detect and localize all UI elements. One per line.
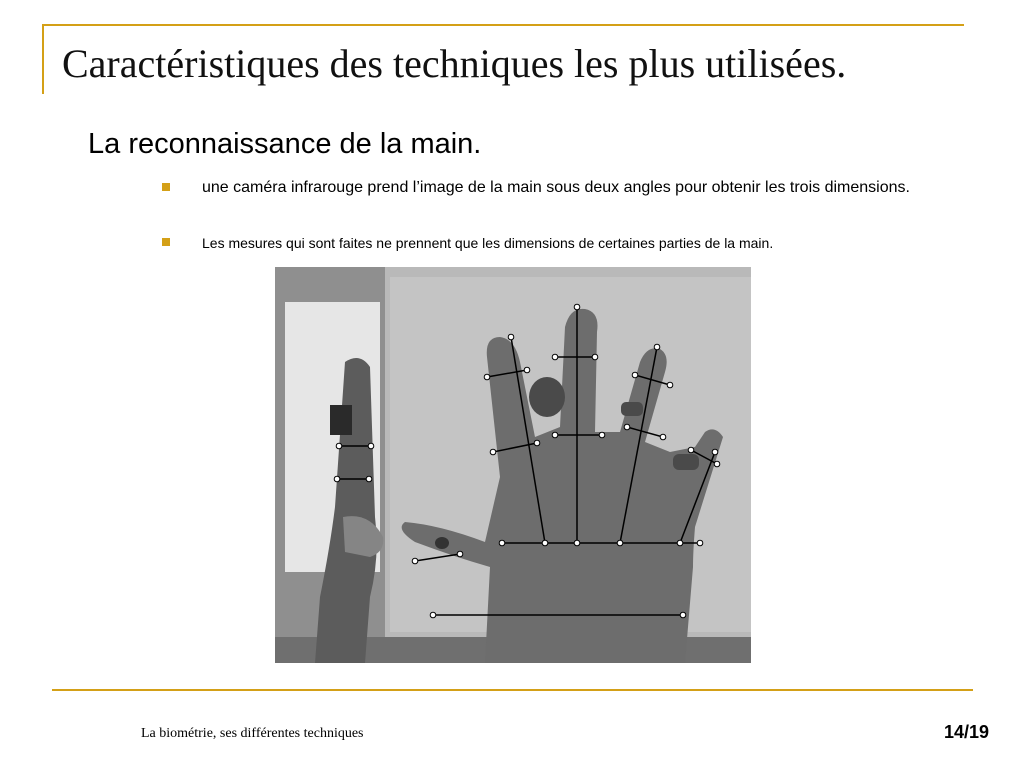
title-frame-top-line [42,24,964,26]
slide-title: Caractéristiques des techniques les plus utilisées. [62,41,847,86]
footer-title: La biométrie, ses différentes techniques [141,726,364,741]
page-number: 14/19 [944,722,990,742]
title-frame-left-line [42,24,44,94]
bullet-text-1: une caméra infrarouge prend l’image de la main sous deux angles pour obtenir les trois dimensions. [202,179,910,196]
bullet-square-icon [162,238,170,246]
hand-geometry-photo [275,267,751,663]
footer-divider [52,689,973,691]
bullet-square-icon [162,183,170,191]
slide-subtitle: La reconnaissance de la main. [88,128,482,160]
bullet-text-2: Les mesures qui sont faites ne prennent que les dimensions de certaines parties de la main. [202,235,774,251]
